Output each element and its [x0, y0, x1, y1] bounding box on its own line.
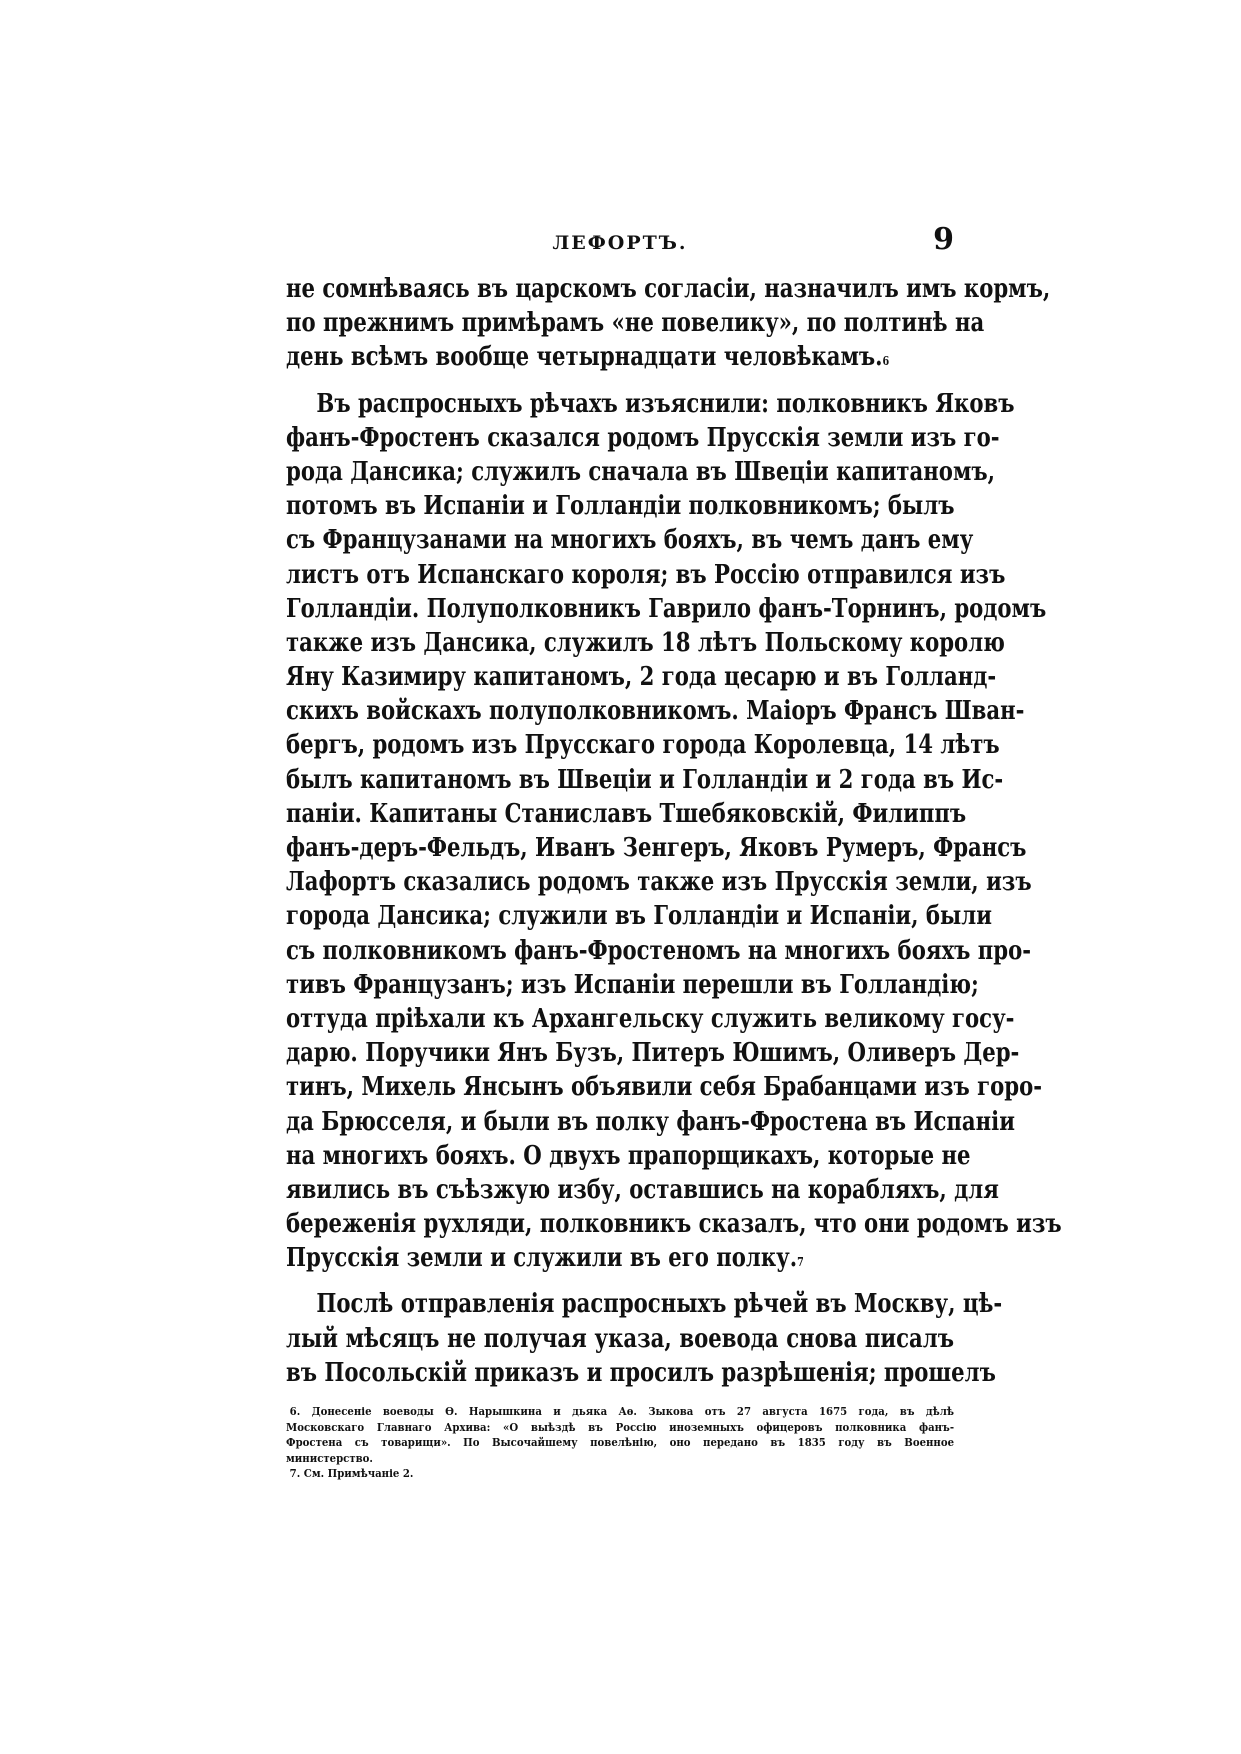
text-line: Въ распросныхъ рѣчахъ изъяснили: полковникъ Яковъ	[316, 387, 1015, 419]
text-line: по прежнимъ примѣрамъ «не повелику», по полтинѣ на	[286, 307, 985, 339]
text-line: бергъ, родомъ изъ Прусскаго города Королевца, 14 лѣтъ	[286, 729, 1000, 761]
text-line-content: день всѣмъ вообще четырнадцати человѣкамъ.	[286, 341, 883, 373]
footnotes	[286, 1404, 954, 1482]
footnote-ref: 6	[882, 354, 890, 369]
text-line: былъ капитаномъ въ Швеціи и Голландіи и 2 года въ Ис-	[286, 763, 1004, 795]
text-line: тивъ Французанъ; изъ Испаніи перешли въ Голландію;	[286, 968, 979, 1000]
footnote-line: Фростена съ товарищи». По Высочайшему повелѣнію, оно передано въ 1835 году въ Военное	[286, 1436, 955, 1450]
text-line: паніи. Капитаны Станиславъ Тшебяковскій, Филиппъ	[286, 797, 967, 829]
footnote-line: 6. Донесеніе воеводы Ѳ. Нарышкина и дьяка Аѳ. Зыкова отъ 27 августа 1675 года, въ дѣлѣ	[289, 1405, 955, 1418]
text-line	[286, 1241, 954, 1275]
text-line: явились въ съѣзжую избу, оставшись на корабляхъ, для	[286, 1173, 999, 1205]
running-head	[286, 222, 954, 272]
footnote-line: Московскаго Главнаго Архива: «О выѣздѣ въ Россію иноземныхъ офицеровъ полковника фанъ-	[286, 1420, 955, 1434]
page-number: 9	[933, 222, 954, 257]
book-page	[286, 222, 1062, 1482]
text-line: скихъ войскахъ полуполковникомъ. Маіоръ Франсъ Шван-	[286, 695, 1025, 727]
text-line: съ полковникомъ фанъ-Фростеномъ на многихъ бояхъ про-	[286, 934, 1032, 966]
text-line: листъ отъ Испанскаго короля; въ Россію отправился изъ	[286, 558, 1006, 590]
text-line: также изъ Дансика, служилъ 18 лѣтъ Польскому королю	[286, 626, 1005, 658]
text-line: съ Французанами на многихъ бояхъ, въ чемъ данъ ему	[286, 524, 974, 556]
footnote-ref: 7	[797, 1255, 804, 1270]
body-text	[286, 272, 1062, 1390]
text-line: фанъ-Фростенъ сказался родомъ Прусскія земли изъ го-	[286, 421, 1000, 453]
text-line: фанъ-деръ-Фельдъ, Иванъ Зенгеръ, Яковъ Румеръ, Франсъ	[286, 832, 1027, 863]
paragraph-gap	[286, 375, 954, 387]
text-line: Послѣ отправленія распросныхъ рѣчей въ Москву, цѣ-	[316, 1288, 1003, 1320]
footnote-line: 7. См. Примѣчаніе 2.	[289, 1467, 414, 1481]
text-line: на многихъ бояхъ. О двухъ прапорщикахъ, которые не	[286, 1139, 971, 1171]
text-line: да Брюсселя, и были въ полку фанъ-Фростена въ Испаніи	[286, 1105, 1015, 1137]
text-line: Голландіи. Полуполковникъ Гаврило фанъ-Торнинъ, родомъ	[286, 592, 1047, 624]
text-line: лый мѣсяцъ не получая указа, воевода снова писалъ	[286, 1322, 954, 1354]
text-line: Яну Казимиру капитаномъ, 2 года цесарю и въ Голланд-	[286, 661, 997, 693]
text-line	[286, 340, 954, 374]
paragraph-gap	[286, 1275, 954, 1287]
text-line: дарю. Поручики Янъ Бузъ, Питеръ Юшимъ, Оливеръ Дер-	[286, 1037, 1020, 1069]
text-line: не сомнѣваясь въ царскомъ согласіи, назначилъ имъ кормъ,	[286, 273, 1051, 304]
footnote-line: министерство.	[286, 1451, 373, 1465]
text-line: береженія рухляди, полковникъ сказалъ, что они родомъ изъ	[286, 1208, 1062, 1240]
running-title: ЛЕФОРТЪ.	[552, 232, 688, 254]
text-line: Лафортъ сказались родомъ также изъ Прусскія земли, изъ	[286, 866, 1032, 898]
text-line: рода Дансика; служилъ сначала въ Швеціи капитаномъ,	[286, 455, 995, 487]
text-line: потомъ въ Испаніи и Голландіи полковникомъ; былъ	[286, 490, 955, 522]
text-line: города Дансика; служили въ Голландіи и Испаніи, были	[286, 900, 992, 932]
text-line-content: Прусскія земли и служили въ его полку.	[286, 1242, 798, 1274]
text-line: оттуда пріѣхали къ Архангельску служить великому госу-	[286, 1002, 1015, 1034]
text-line: въ Посольскій приказъ и просилъ разрѣшенія; прошелъ	[286, 1356, 996, 1388]
text-line: тинъ, Михель Янсынъ объявили себя Брабанцами изъ горо-	[286, 1071, 1043, 1103]
